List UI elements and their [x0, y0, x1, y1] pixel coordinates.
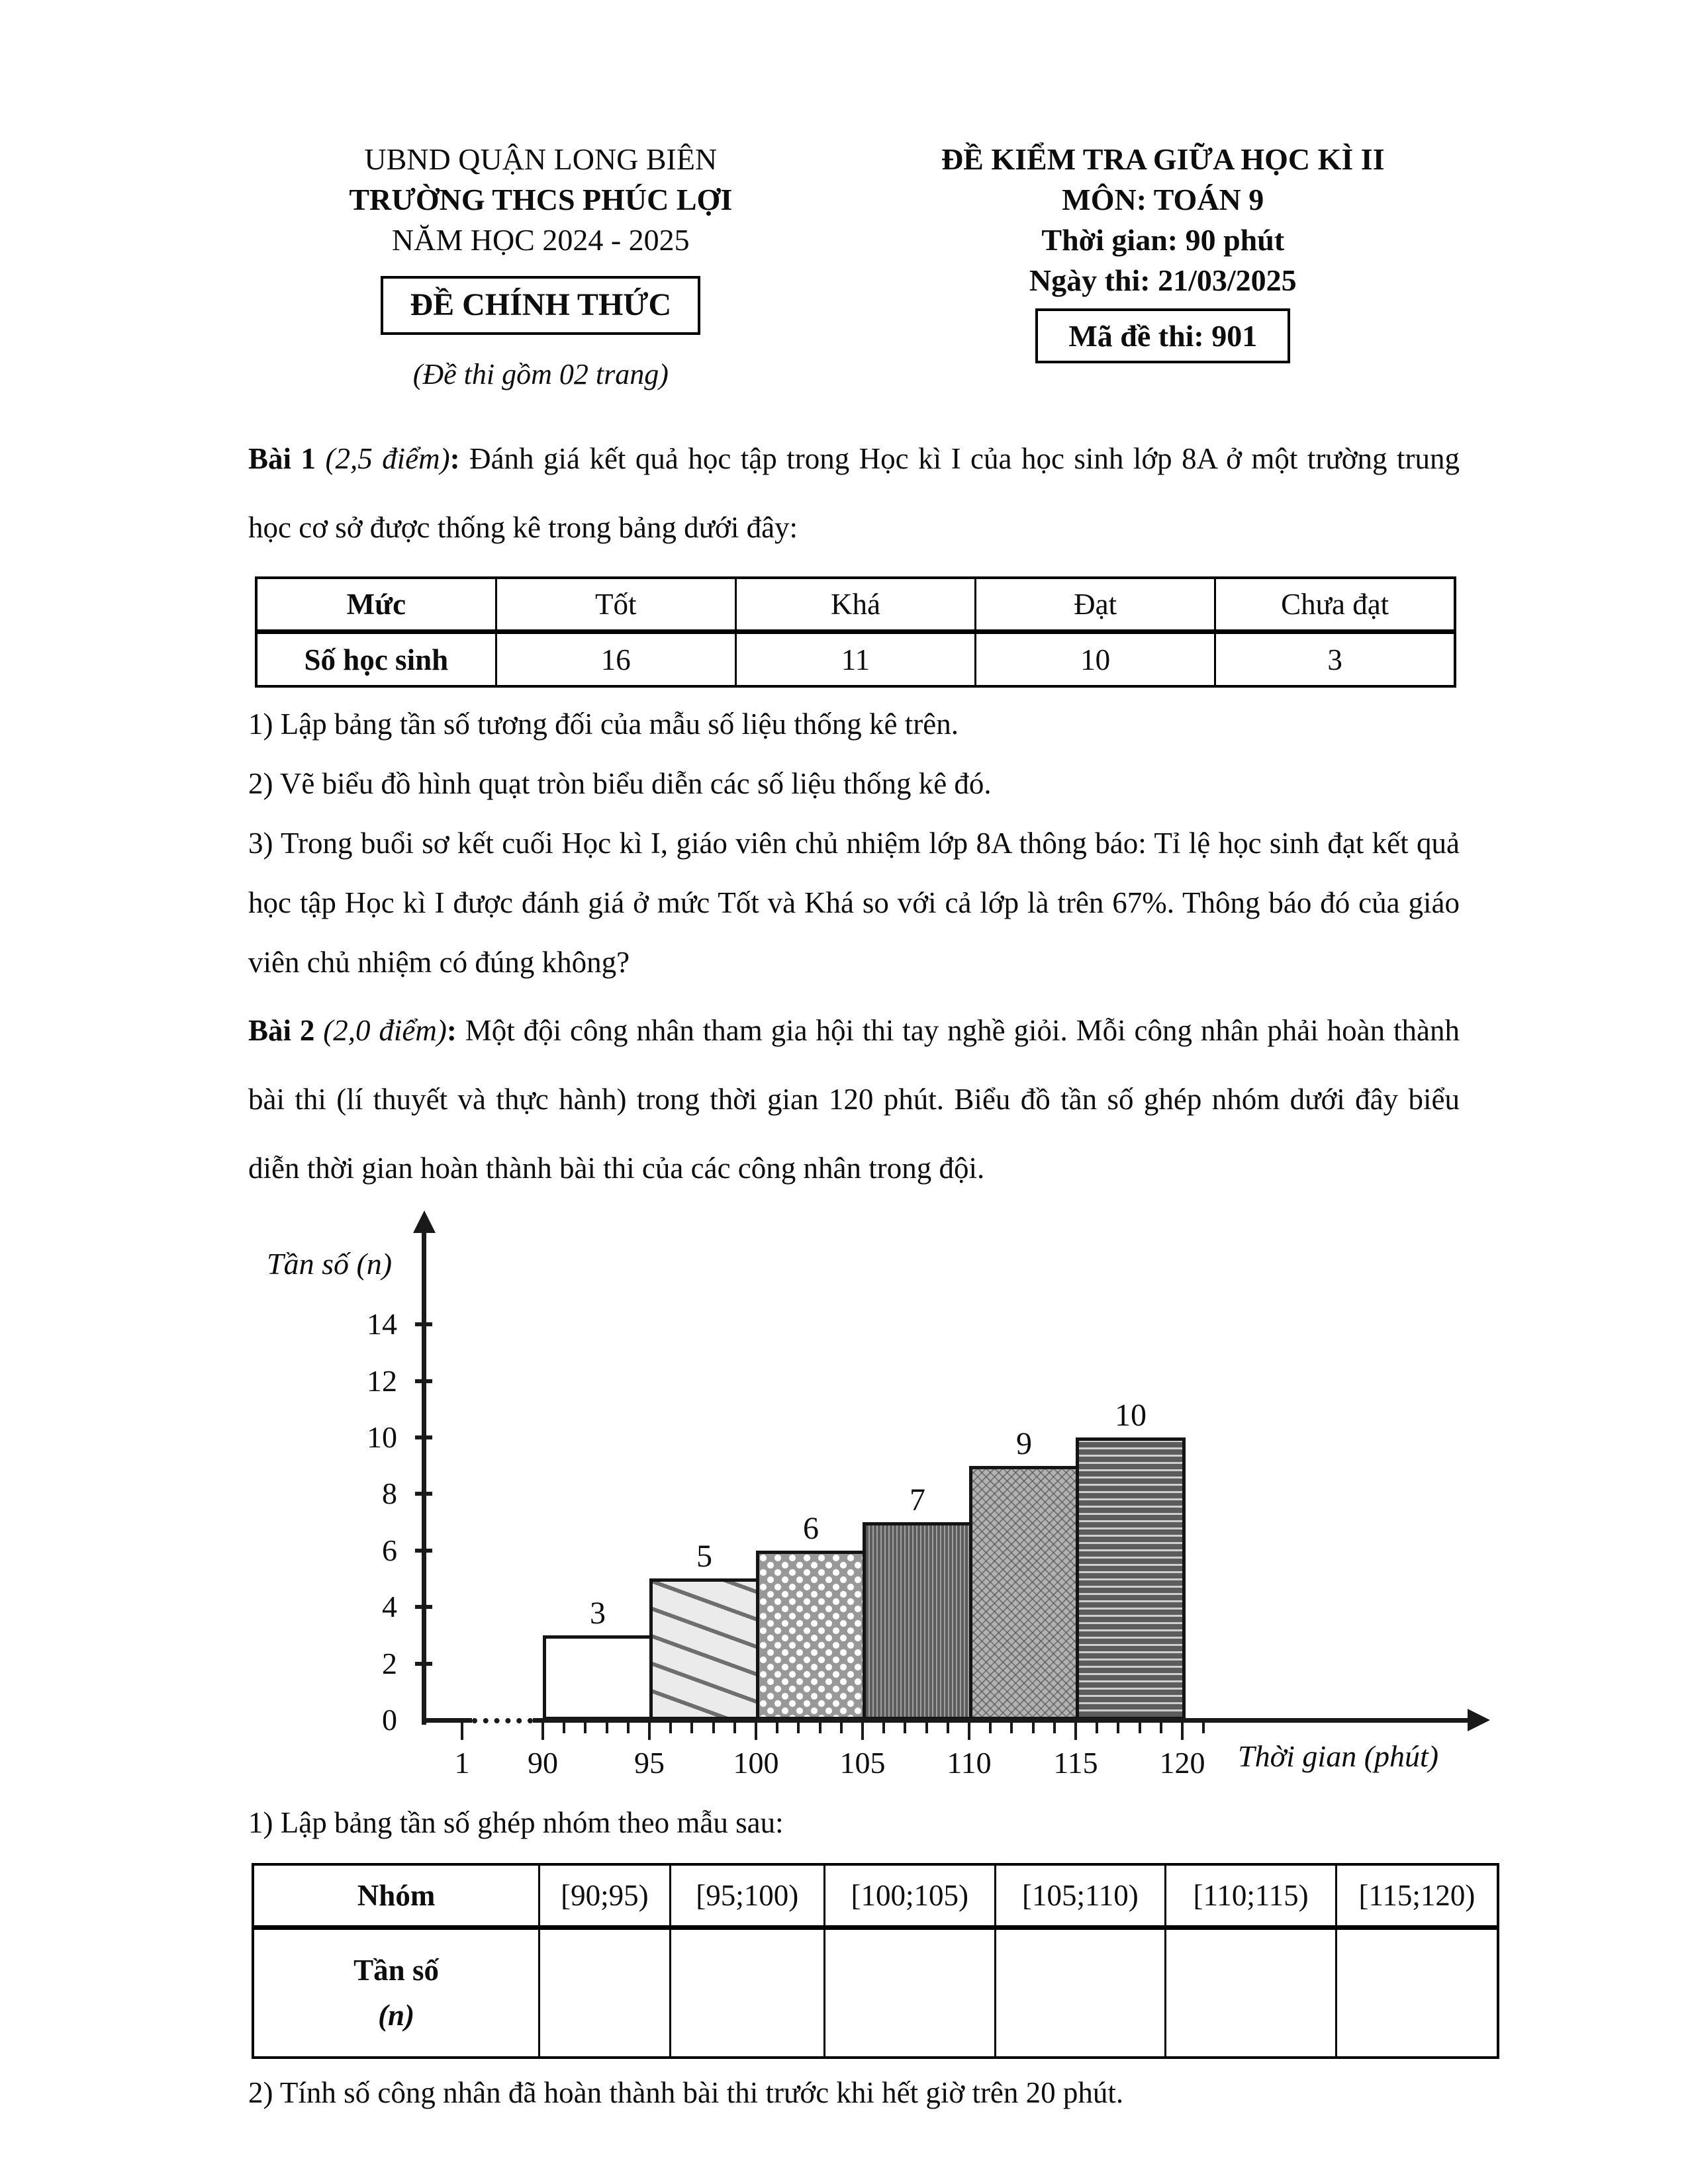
grouped-frequency-table: [252, 1863, 1499, 2059]
x-axis-tick: [1053, 1723, 1056, 1733]
problem2-intro: [248, 996, 1460, 1203]
y-axis-tick-label: 6: [382, 1533, 397, 1567]
problem2-question-1: 1) Lập bảng tần số ghép nhóm theo mẫu sau:: [248, 1805, 784, 1839]
page-count-note: (Đề thi gồm 02 trang): [412, 357, 669, 390]
x-axis-tick: [1032, 1723, 1035, 1733]
problem2-points: (2,0 điểm): [323, 1013, 447, 1047]
problem2-intro-text: Một đội công nhân tham gia hội thi tay nghề giỏi. Mỗi công nhân phải hoàn thành bài thi (lí thuyết và thực hành) trong thời gian 120 phút. Biểu đồ tần số ghép nhóm dưới đây biểu diễn thời gian hoàn thành bài thi của các công nhân trong đội.: [248, 1013, 1460, 1185]
column-header-chua-dat: Chưa đạt: [1215, 578, 1455, 632]
x-axis-tick: [840, 1723, 843, 1733]
x-axis-tick-label: 100: [733, 1745, 779, 1780]
y-axis-tick: [415, 1605, 432, 1609]
x-axis-tick: [925, 1723, 928, 1733]
bar-value-label: 10: [1115, 1397, 1147, 1433]
exam-duration: Thời gian: 90 phút: [1041, 223, 1285, 257]
x-axis-tick-label: 110: [947, 1745, 992, 1780]
x-axis-tick: [989, 1723, 992, 1733]
x-axis-tick: [1096, 1723, 1098, 1733]
bar-value-label: 5: [696, 1538, 712, 1574]
x-axis-tick: [968, 1723, 970, 1740]
issuer-name: UBND QUẬN LONG BIÊN: [364, 142, 718, 176]
column-header-dat: Đạt: [976, 578, 1215, 632]
problem1-questions: [248, 694, 1493, 992]
column-header-group-2: [95;100): [670, 1864, 824, 1928]
x-axis-tick: [1139, 1723, 1141, 1733]
column-header-group-6: [115;120): [1336, 1864, 1498, 1928]
grade-frequency-table: [255, 576, 1456, 688]
x-axis-tick: [627, 1723, 630, 1733]
cell-value: 10: [976, 632, 1215, 686]
school-name: TRƯỜNG THCS PHÚC LỢI: [349, 183, 733, 216]
y-axis-arrow: [413, 1210, 436, 1233]
x-axis-tick: [755, 1723, 757, 1740]
exam-title: ĐỀ KIỂM TRA GIỮA HỌC KÌ II: [941, 142, 1385, 176]
x-axis-tick: [1202, 1723, 1205, 1733]
table-row: [253, 1864, 1498, 1928]
column-header-group-3: [100;105): [824, 1864, 995, 1928]
y-axis-tick-label: 0: [382, 1702, 397, 1737]
x-axis-tick: [733, 1723, 736, 1733]
histogram-bar: [649, 1538, 759, 1720]
school-year: NĂM HỌC 2024 - 2025: [391, 223, 690, 257]
y-axis-tick: [415, 1322, 432, 1326]
row-header-line2: (n): [378, 1998, 415, 2032]
x-axis-tick-label: 95: [634, 1745, 665, 1780]
empty-cell: [824, 1928, 995, 2058]
empty-cell: [539, 1928, 671, 2058]
y-axis-tick-label: 10: [367, 1420, 397, 1454]
x-axis-tick: [563, 1723, 565, 1733]
y-axis-tick: [415, 1435, 432, 1439]
x-axis-line: [422, 1718, 472, 1723]
frequency-histogram: [248, 1212, 1493, 1793]
y-axis-tick: [415, 1492, 432, 1496]
exam-date: Ngày thi: 21/03/2025: [1029, 263, 1297, 297]
x-axis-tick: [690, 1723, 693, 1733]
x-axis-tick-label: 1: [454, 1745, 470, 1780]
problem2-question-2: 2) Tính số công nhân đã hoàn thành bài thi trước khi hết giờ trên 20 phút.: [248, 2075, 1124, 2109]
y-axis-label: Tần số (n): [267, 1246, 393, 1281]
bar-value-label: 6: [803, 1510, 819, 1546]
x-axis-tick-label: 90: [528, 1745, 558, 1780]
x-axis-label: Thời gian (phút): [1238, 1739, 1439, 1773]
problem1-question-1: 1) Lập bảng tần số tương đối của mẫu số liệu thống kê trên.: [248, 707, 959, 741]
cell-value: 11: [735, 632, 975, 686]
x-axis-tick: [461, 1723, 463, 1740]
x-axis-tick-label: 120: [1159, 1745, 1205, 1780]
problem2-colon: :: [446, 1013, 465, 1047]
bar-value-label: 9: [1016, 1426, 1032, 1461]
problem1-question-3: 3) Trong buổi sơ kết cuối Học kì I, giáo viên chủ nhiệm lớp 8A thông báo: Tỉ lệ học sinh đạt kết quả học tập Học kì I được đánh giá ở mức Tốt và Khá so với cả lớp là trên 67%. Thông báo đó của giáo viên chủ nhiệm có đúng không?: [248, 826, 1460, 979]
bar-value-label: 3: [590, 1595, 606, 1631]
y-axis-tick: [415, 1662, 432, 1666]
problem1-colon: :: [449, 441, 470, 475]
x-axis-tick: [861, 1723, 864, 1740]
x-axis-line: [533, 1718, 1473, 1723]
x-axis-tick: [1074, 1723, 1077, 1740]
problem1-question-2: 2) Vẽ biểu đồ hình quạt tròn biểu diễn các số liệu thống kê đó.: [248, 766, 992, 800]
histogram-bar: [756, 1510, 866, 1720]
header-left-block: [248, 139, 833, 391]
exam-subject: MÔN: TOÁN 9: [1062, 183, 1264, 216]
empty-cell: [670, 1928, 824, 2058]
empty-cell: [995, 1928, 1166, 2058]
row-header-so-hoc-sinh: Số học sinh: [256, 632, 496, 686]
histogram-bar: [863, 1482, 972, 1720]
empty-cell: [1166, 1928, 1336, 2058]
table-row: [256, 578, 1455, 632]
x-axis-tick: [648, 1723, 651, 1740]
table-row: [253, 1928, 1498, 2058]
histogram-bar: [969, 1426, 1079, 1720]
x-axis-tick: [882, 1723, 885, 1733]
x-axis-tick-label: 105: [839, 1745, 886, 1780]
y-axis-tick-label: 12: [367, 1363, 397, 1398]
x-axis-tick: [797, 1723, 800, 1733]
column-header-group-1: [90;95): [539, 1864, 671, 1928]
empty-cell: [1336, 1928, 1498, 2058]
row-header-tan-so: [253, 1928, 539, 2058]
x-axis-tick: [541, 1723, 544, 1740]
y-axis-tick-label: 8: [382, 1476, 397, 1510]
y-axis-tick-label: 2: [382, 1646, 397, 1680]
column-header-tot: Tốt: [496, 578, 735, 632]
y-axis-tick-label: 4: [382, 1589, 397, 1623]
column-header-nhom: Nhóm: [253, 1864, 539, 1928]
x-axis-tick: [669, 1723, 672, 1733]
x-axis-tick: [776, 1723, 778, 1733]
bar-value-label: 7: [910, 1482, 925, 1518]
y-axis-tick-label: 14: [367, 1306, 397, 1341]
cell-value: 16: [496, 632, 735, 686]
table-row: [256, 632, 1455, 686]
x-axis-break-dots: [472, 1718, 533, 1723]
histogram-bar: [543, 1595, 653, 1720]
row-header-line1: Tần số: [353, 1954, 439, 1987]
x-axis-tick: [712, 1723, 715, 1733]
x-axis-tick: [819, 1723, 821, 1733]
x-axis-tick: [1160, 1723, 1162, 1733]
problem1-intro: [248, 424, 1460, 562]
y-axis-tick: [415, 1379, 432, 1383]
official-exam-box: ĐỀ CHÍNH THỨC: [381, 276, 700, 335]
column-header-kha: Khá: [735, 578, 975, 632]
exam-code-box: Mã đề thi: 901: [1035, 308, 1290, 363]
x-axis-arrow: [1468, 1709, 1490, 1731]
y-axis-tick: [415, 1549, 432, 1553]
header-right-block: [833, 139, 1493, 391]
column-header-group-5: [110;115): [1166, 1864, 1336, 1928]
x-axis-tick: [584, 1723, 586, 1733]
problem1-intro-text: Đánh giá kết quả học tập trong Học kì I của học sinh lớp 8A ở một trường trung học cơ sở được thống kê trong bảng dưới đây:: [248, 441, 1460, 544]
x-axis-tick: [904, 1723, 906, 1733]
exam-header: [248, 139, 1493, 391]
x-axis-tick: [1181, 1723, 1184, 1740]
x-axis-tick-label: 115: [1053, 1745, 1098, 1780]
x-axis-tick: [1010, 1723, 1013, 1733]
x-axis-tick: [606, 1723, 608, 1733]
x-axis-tick: [1117, 1723, 1119, 1733]
problem1-label: Bài 1: [248, 441, 326, 475]
x-axis-tick: [947, 1723, 949, 1733]
histogram-bar: [1076, 1397, 1186, 1720]
y-axis-line: [422, 1229, 426, 1725]
column-header-muc: Mức: [256, 578, 496, 632]
problem1-points: (2,5 điểm): [325, 441, 450, 475]
column-header-group-4: [105;110): [995, 1864, 1166, 1928]
problem2-label: Bài 2: [248, 1013, 324, 1047]
cell-value: 3: [1215, 632, 1455, 686]
